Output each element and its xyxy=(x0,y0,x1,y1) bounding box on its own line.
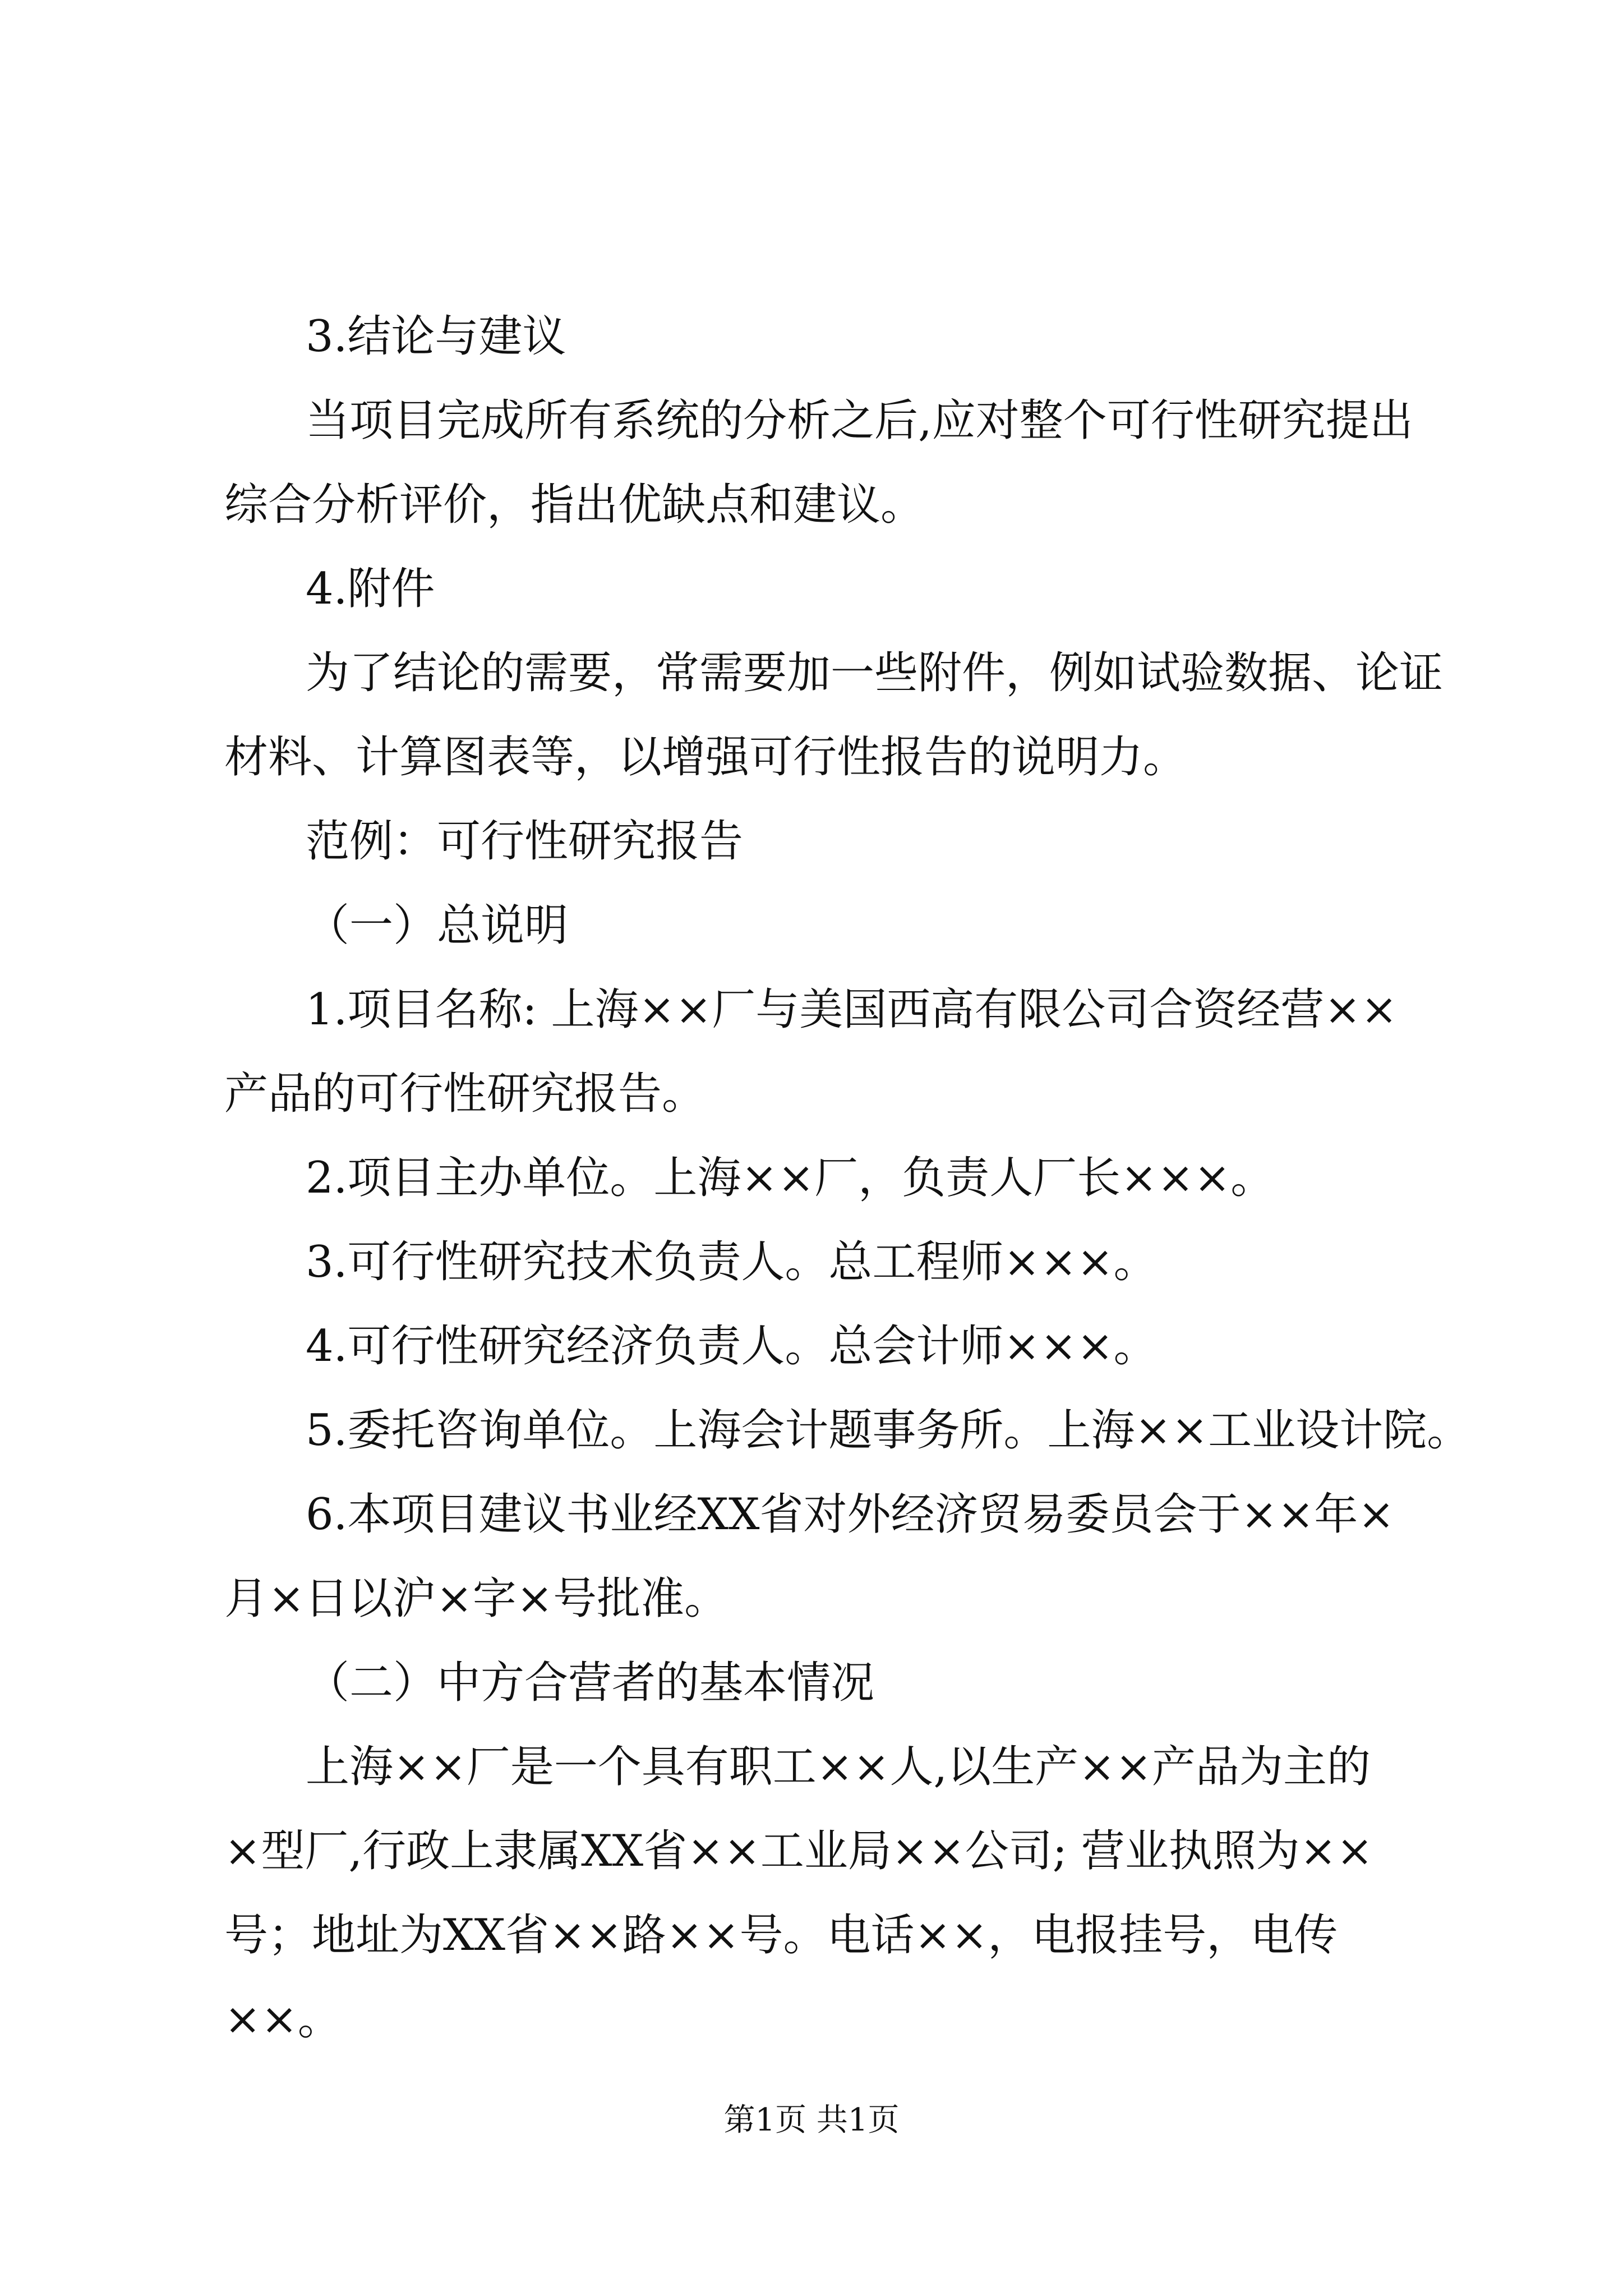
list-item-consultants: 5.委托咨询单位。上海会计题事务所。上海××工业设计院。 xyxy=(306,1405,1471,1456)
list-item-project-name: 1.项目名称: 上海××厂与美国西高有限公司合资经营×× xyxy=(306,984,1398,1035)
paragraph-line: ××。 xyxy=(224,1994,342,2045)
list-item-tech-lead: 3.可行性研究技术负责人。总工程师×××。 xyxy=(306,1237,1158,1287)
list-item-sponsor: 2.项目主办单位。上海××厂，负责人厂长×××。 xyxy=(306,1153,1275,1203)
page-number-footer: 第1页 共1页 xyxy=(723,2102,900,2138)
subsection-heading-chinese-partner: （二）中方合营者的基本情况 xyxy=(306,1658,875,1708)
example-heading: 范例：可行性研究报告 xyxy=(306,816,744,867)
paragraph-line: 月×日以沪×字×号批准。 xyxy=(224,1573,728,1624)
paragraph-line: ×型厂,行政上隶属XX省××工业局××公司; 营业执照为×× xyxy=(224,1826,1373,1876)
list-item-econ-lead: 4.可行性研究经济负责人。总会计师×××。 xyxy=(306,1321,1158,1372)
paragraph-line: 上海××厂是一个具有职工××人,以生产××产品为主的 xyxy=(306,1742,1371,1792)
paragraph-line: 产品的可行性研究报告。 xyxy=(224,1069,706,1119)
paragraph-line: 当项目完成所有系统的分析之后,应对整个可行性研究提出 xyxy=(306,395,1413,446)
paragraph-line: 材料、计算图表等，以增强可行性报告的说明力。 xyxy=(224,732,1187,783)
paragraph-line: 号；地址为XX省××路××号。电话××，电报挂号，电传 xyxy=(224,1910,1338,1961)
subsection-heading-general: （一）总说明 xyxy=(306,900,569,951)
section-heading-conclusion: 3.结论与建议 xyxy=(306,311,566,362)
section-heading-attachments: 4.附件 xyxy=(306,564,435,614)
list-item-approval: 6.本项目建议书业经XX省对外经济贸易委员会于××年× xyxy=(306,1489,1395,1540)
paragraph-line: 为了结论的需要，常需要加一些附件，例如试验数据、论证 xyxy=(306,648,1444,698)
paragraph-line: 综合分析评价，指出优缺点和建议。 xyxy=(224,480,925,530)
